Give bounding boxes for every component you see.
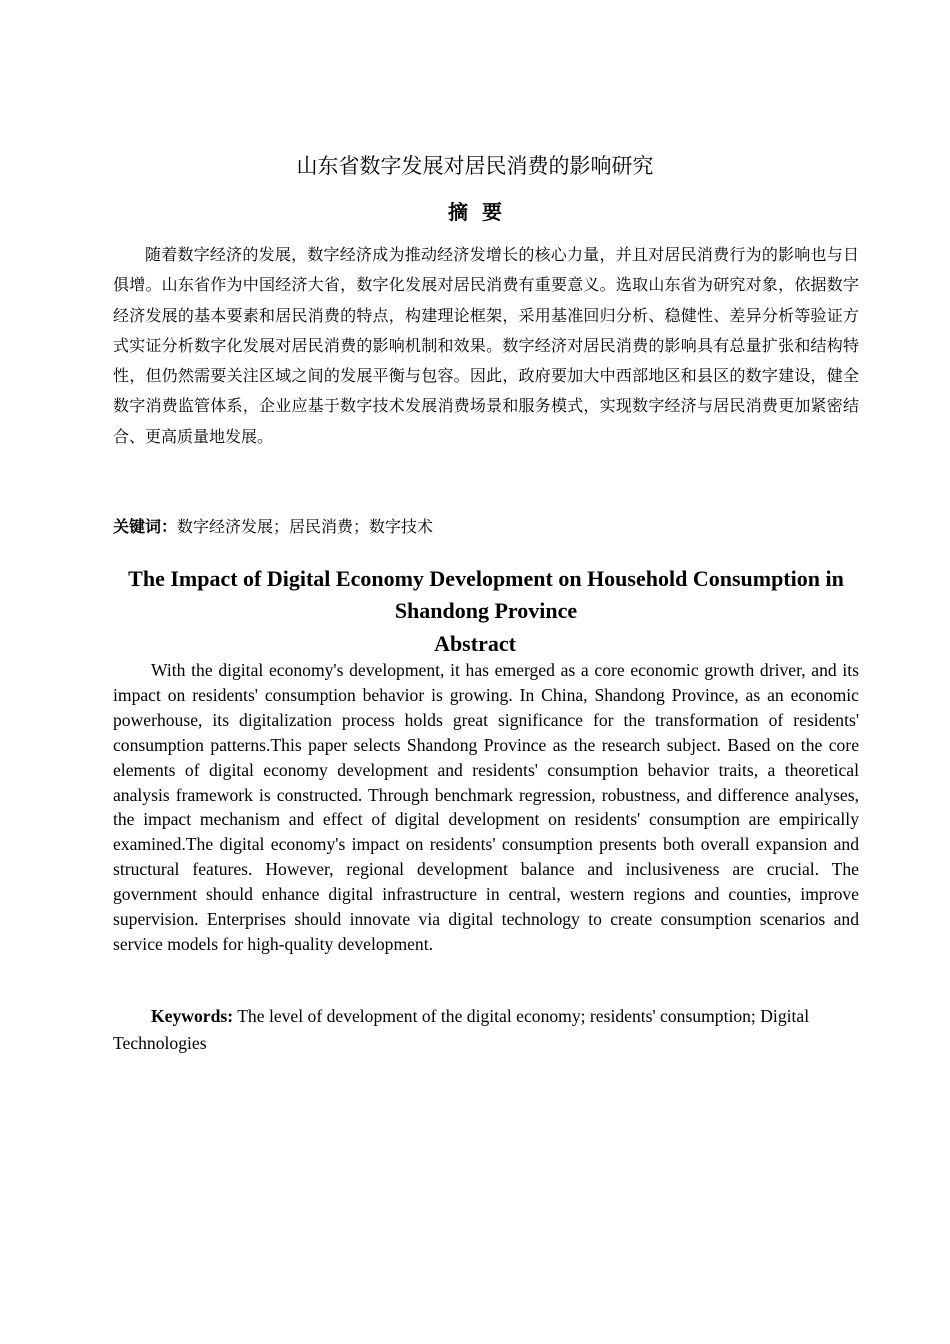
english-abstract-body: With the digital economy's development, it has emerged as a core economic growth driver, and its impact on residents' consumption behavior is growing. In China, Shandong Province, as an economic powerhouse, its digitalization process holds great significance for the transformation of residents' consumption patterns.This paper selects Shandong Province as the research subject. Based on the core elements of digital economy development and residents' consumption behavior traits, a theoretical analysis framework is constructed. Through benchmark regression, robustness, and difference analyses, the impact mechanism and effect of digital development on residents' consumption are empirically examined.The digital economy's impact on residents' consumption presents both overall expansion and structural features. However, regional development balance and inclusiveness are crucial. The government should enhance digital infrastructure in central, western regions and counties, improve supervision. Enterprises should innovate via digital technology to create consumption scenarios and service models for high-quality development. — [113, 660, 859, 954]
chinese-keywords-text: 数字经济发展；居民消费；数字技术 — [177, 517, 434, 536]
english-keywords-text: The level of development of the digital economy; residents' consumption; Digital Technologies — [113, 1006, 810, 1053]
chinese-abstract-body: 随着数字经济的发展，数字经济成为推动经济发增长的核心力量，并且对居民消费行为的影响也与日俱增。山东省作为中国经济大省，数字化发展对居民消费有重要意义。选取山东省为研究对象，依据数字经济发展的基本要素和居民消费的特点，构建理论框架，采用基准回归分析、稳健性、差异分析等验证方式实证分析数字化发展对居民消费的影响机制和效果。数字经济对居民消费的影响具有总量扩张和结构特性，但仍然需要关注区域之间的发展平衡与包容。因此，政府要加大中西部地区和县区的数字建设，健全数字消费监管体系，企业应基于数字技术发展消费场景和服务模式，实现数字经济与居民消费更加紧密结合、更高质量地发展。 — [113, 245, 859, 446]
chinese-keywords-label: 关键词： — [113, 517, 178, 536]
english-abstract-heading: Abstract — [434, 631, 516, 656]
chinese-keywords — [113, 514, 859, 540]
english-keywords — [113, 1003, 859, 1057]
chinese-title: 山东省数字发展对居民消费的影响研究 — [296, 154, 654, 178]
english-title: The Impact of Digital Economy Development on Household Consumption in Shandong Province — [128, 566, 844, 623]
chinese-abstract-heading: 摘要 — [448, 200, 516, 224]
english-keywords-label: Keywords: — [151, 1006, 234, 1026]
